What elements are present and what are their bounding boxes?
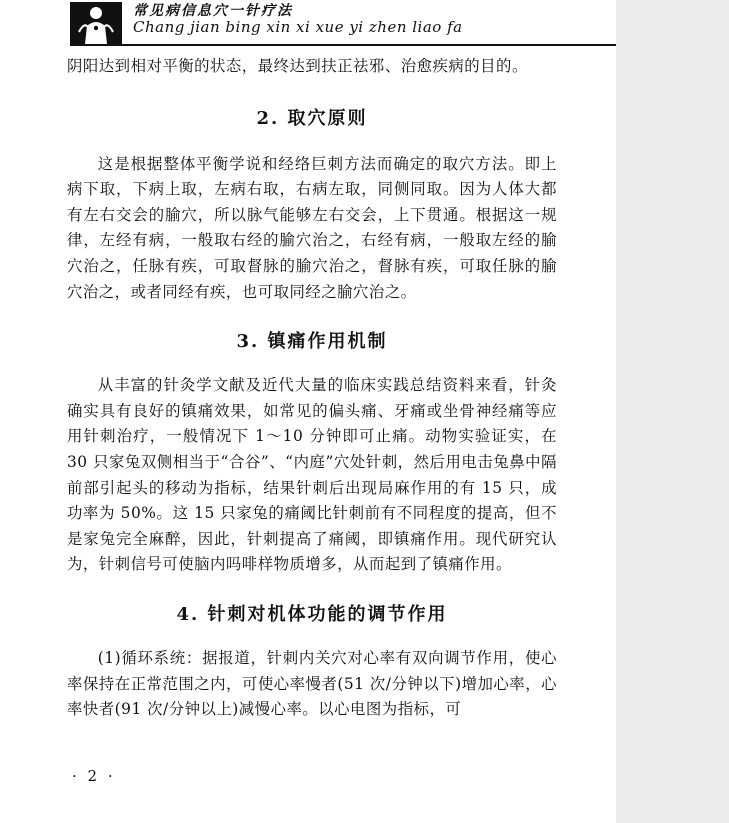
section-3-paragraph: 从丰富的针灸学文献及近代大量的临床实践总结资料来看，针灸确实具有良好的镇痛效果，如常见的偏头痛、牙痛或坐骨神经痛等应用针刺治疗，一般情况下 1～10 分钟即可止痛。动物实验证实，在 30 只家兔双侧相当于“合谷”、“内庭”穴处针刺，然后用电击兔鼻中隔前部引起头的移动为指标，结果针刺后出现局麻作用的有 15 只，成功率为 50%。这 15 只家兔的痛阈比针刺前有不同程度的提高，但不是家兔完全麻醉，因此，针刺提高了痛阈，即镇痛作用。现代研究认为，针刺信号可使脑内吗啡样物质增多，从而起到了镇痛作用。 <box>67 376 557 574</box>
header-subtitle-pinyin: Chang jian bing xin xi xue yi zhen liao fa <box>133 18 463 36</box>
section-heading-4: 4. 针刺对机体功能的调节作用 <box>176 603 448 625</box>
header-divider <box>70 44 616 46</box>
header-logo <box>70 2 122 44</box>
page-number: · 2 · <box>72 767 116 785</box>
section-heading-3: 3. 镇痛作用机制 <box>236 331 388 353</box>
figure-silhouette-icon <box>70 2 122 44</box>
section-2-paragraph: 这是根据整体平衡学说和经络巨刺方法而确定的取穴方法。即上病下取，下病上取，左病右取，右病左取，同侧同取。因为人体大都有左右交会的腧穴，所以脉气能够左右交会，上下贯通。根据这一规律，左经有病，一般取右经的腧穴治之，右经有病，一般取左经的腧穴治之，任脉有疾，可取督脉的腧穴治之，督脉有疾，可取任脉的腧穴治之，或者同经有疾，也可取同经之腧穴治之。 <box>67 154 557 301</box>
section-heading-2: 2. 取穴原则 <box>256 107 368 129</box>
header-title: 常见病信息穴一针疗法 <box>133 3 293 19</box>
intro-paragraph: 阴阳达到相对平衡的状态，最终达到扶正祛邪、治愈疾病的目的。 <box>67 57 528 75</box>
section-4-paragraph: (1)循环系统：据报道，针刺内关穴对心率有双向调节作用，使心率保持在正常范围之内，可使心率慢者(51 次/分钟以下)增加心率，心率快者(91 次/分钟以上)减慢心率。以心电图为指标，可 <box>67 648 557 719</box>
page-content <box>67 54 557 723</box>
page-gutter <box>616 0 729 823</box>
